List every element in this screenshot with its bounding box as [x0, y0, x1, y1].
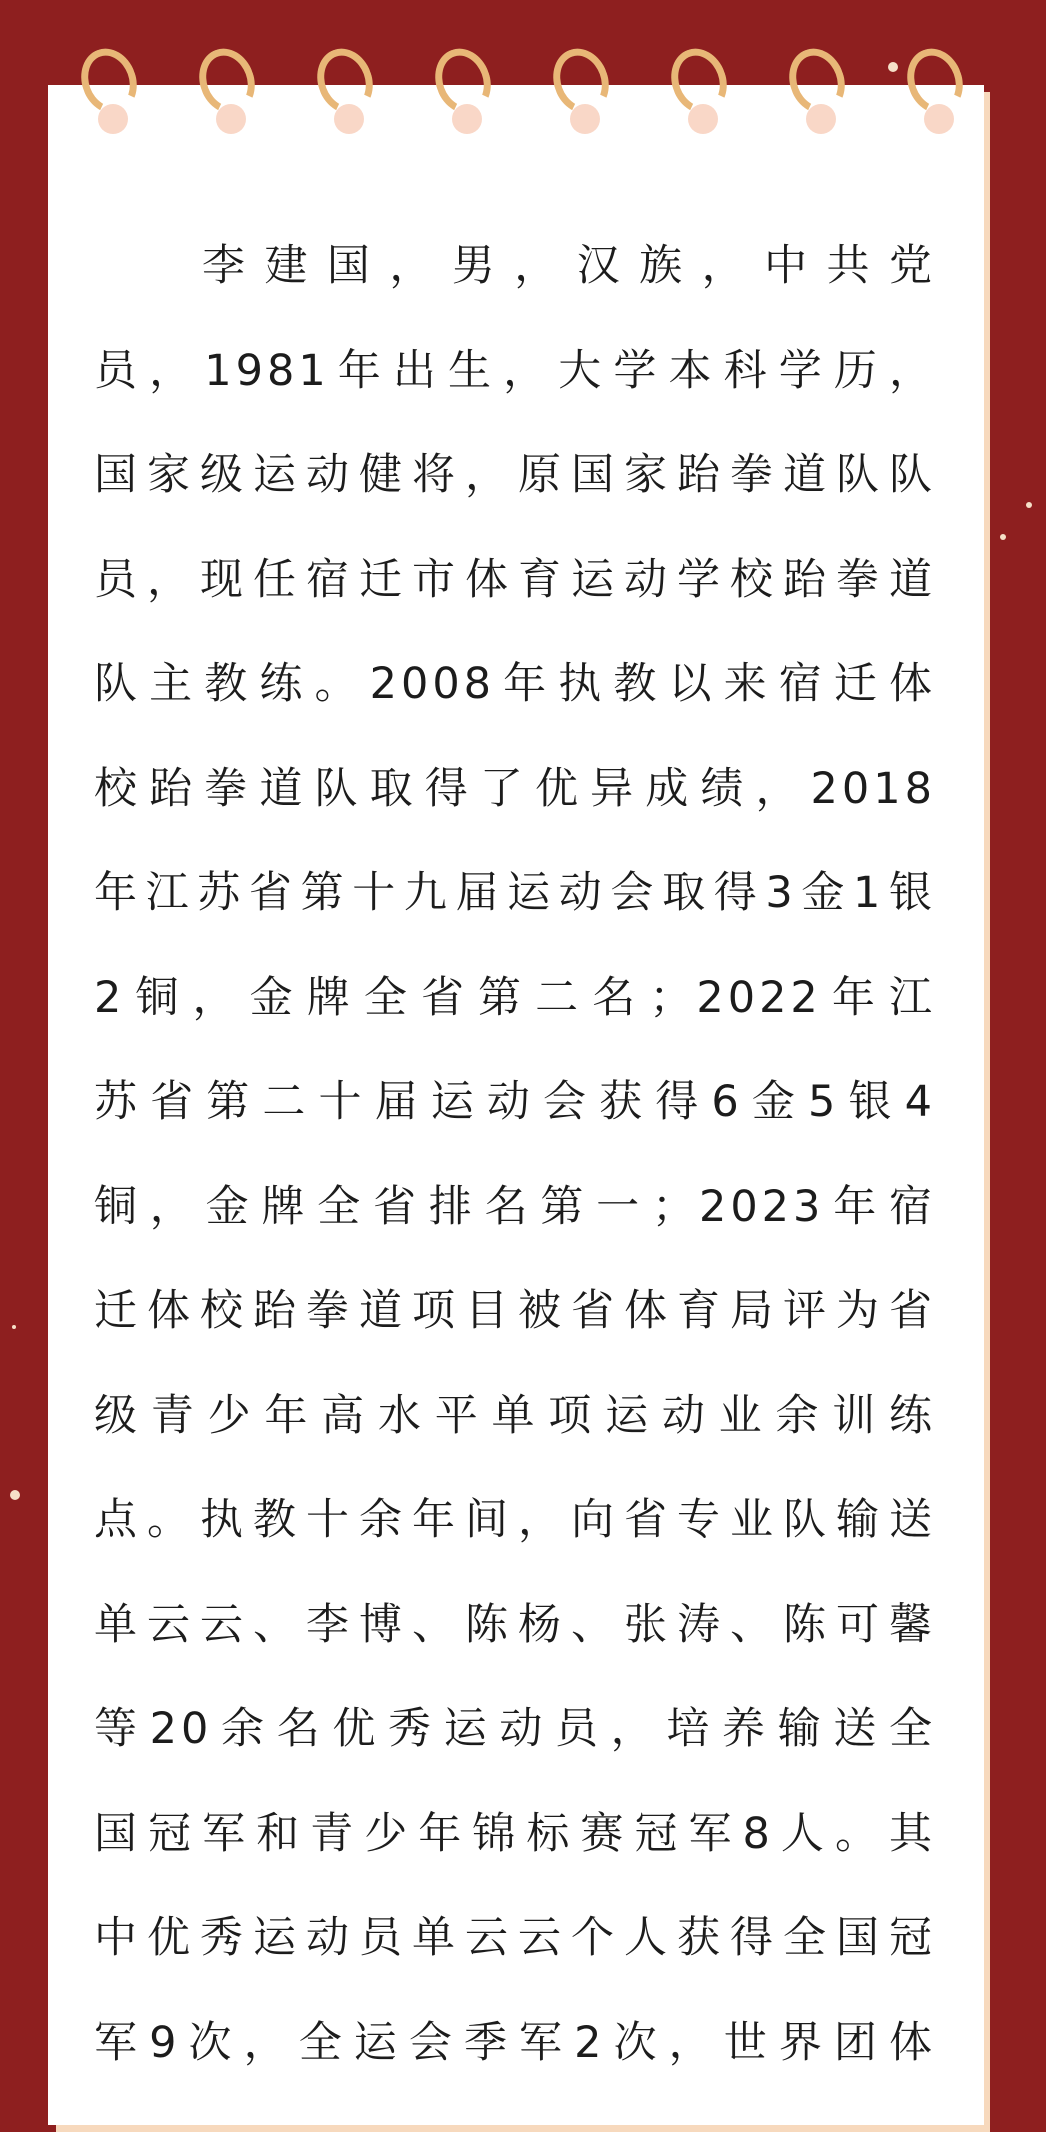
article-line: 队主教练。2008年执教以来宿迁体 [94, 659, 936, 709]
article-line: 苏省第二十届运动会获得6金5银4 [94, 1077, 936, 1127]
binder-ring [186, 42, 266, 142]
binder-ring [540, 42, 620, 142]
article-line: 2铜，金牌全省第二名；2022年江 [94, 972, 936, 1023]
binder-ring [68, 42, 148, 142]
article-line: 员，1981年出生，大学本科学历， [94, 345, 936, 396]
article-line: 校跆拳道队取得了优异成绩，2018 [94, 763, 936, 814]
sparkle-decoration [1000, 534, 1006, 540]
ring-icon [72, 41, 145, 121]
article-line: 国家级运动健将，原国家跆拳道队队 [94, 450, 936, 500]
binder-ring [894, 42, 974, 142]
ring-icon [426, 41, 499, 121]
ring-icon [662, 41, 735, 121]
article-line: 铜，金牌全省排名第一；2023年宿 [94, 1181, 936, 1232]
ring-icon [308, 41, 381, 121]
binder-ring [776, 42, 856, 142]
sparkle-decoration [10, 1490, 20, 1500]
binder-ring [658, 42, 738, 142]
binder-ring [304, 42, 384, 142]
article-body [94, 214, 936, 2095]
article-line: 李建国，男，汉族，中共党 [202, 241, 936, 291]
article-line: 级青少年高水平单项运动业余训练 [94, 1390, 936, 1441]
sparkle-decoration [1026, 502, 1032, 508]
ring-icon [544, 41, 617, 121]
binder-ring [422, 42, 502, 142]
ring-icon [190, 41, 263, 121]
article-line: 点。执教十余年间，向省专业队输送 [94, 1495, 936, 1545]
article-line: 迁体校跆拳道项目被省体育局评为省 [94, 1286, 936, 1336]
article-line: 军9次，全运会季军2次，世界团体 [94, 2017, 936, 2068]
ring-icon [898, 41, 971, 121]
article-line: 等20余名优秀运动员，培养输送全 [94, 1704, 936, 1754]
sparkle-decoration [12, 1325, 16, 1329]
article-line: 单云云、李博、陈杨、张涛、陈可馨 [94, 1599, 936, 1650]
article-line: 国冠军和青少年锦标赛冠军8人。其 [94, 1808, 936, 1859]
ring-icon [780, 41, 853, 121]
article-line: 中优秀运动员单云云个人获得全国冠 [94, 1913, 936, 1963]
article-line: 年江苏省第十九届运动会取得3金1银 [94, 868, 936, 918]
article-line: 员，现任宿迁市体育运动学校跆拳道 [94, 554, 936, 605]
